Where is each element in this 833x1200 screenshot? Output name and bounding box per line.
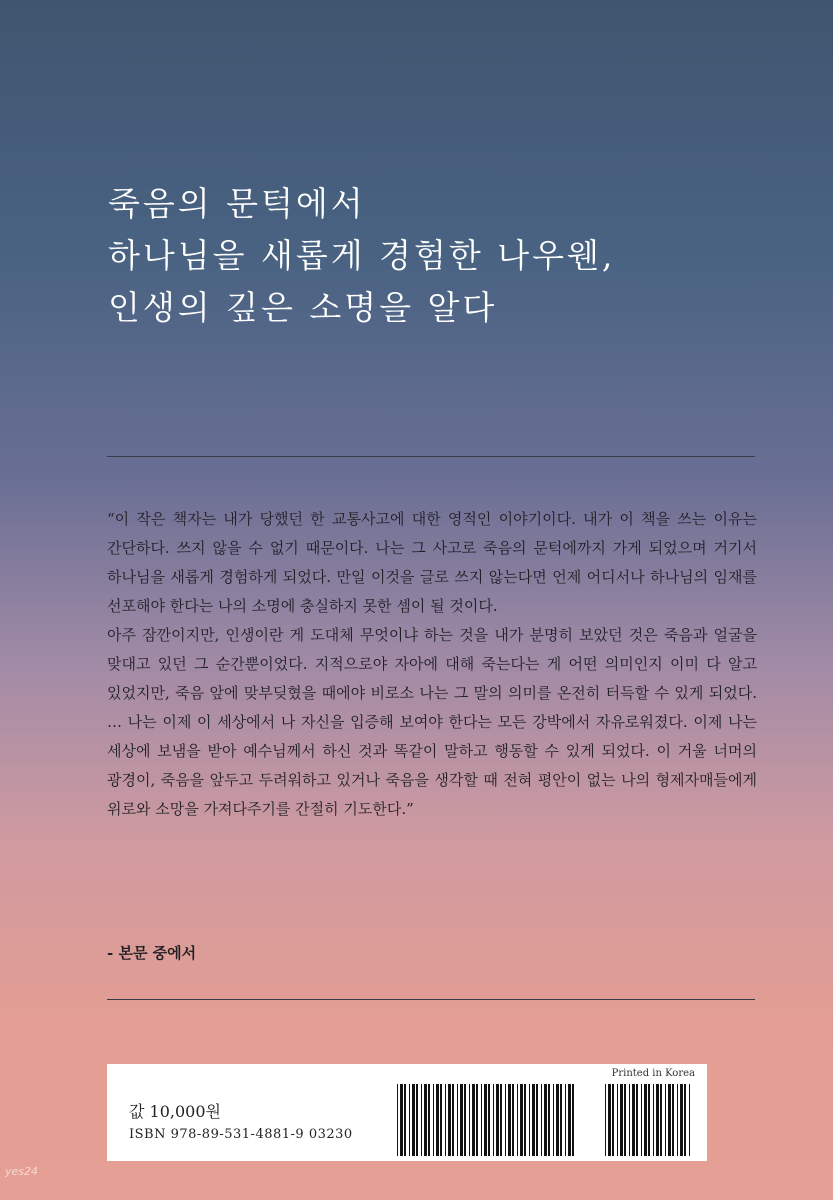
quote-paragraph-2: 아주 잠깐이지만, 인생이란 게 도대체 무엇이냐 하는 것을 내가 분명히 보았던 것은 죽음과 얼굴을 맞대고 있던 그 순간뿐이었다. 지적으로야 자아에 대해 죽는다는 게 어떤 의미인지 이미 다 알고 있었지만, 죽음 앞에 맞부딪혔을 때에야 비로소 나는 그 말의 의미를 온전히 터득할 수 있게 되었다. … 나는 이제 이 세상에서 나 자신을 입증해 보여야 한다는 모든 강박에서 자유로워졌다. 이제 나는 세상에 보냄을 받아 예수님께서 하신 것과 똑같이 말하고 행동할 수 있게 되었다. 이 거울 너머의 광경이, 죽음을 앞두고 두려워하고 있거나 죽음을 생각할 때 전혀 평안이 없는 나의 형제자매들에게 위로와 소망을 가져다주기를 간절히 기도한다.” [107,626,757,818]
headline-line-3: 인생의 깊은 소명을 알다 [108,288,498,327]
barcode-panel [107,1064,707,1161]
isbn-label: ISBN 978-89-531-4881-9 03230 [129,1127,353,1142]
bottom-divider [107,999,755,1000]
quote-source: - 본문 중에서 [107,944,197,962]
top-divider [107,456,755,457]
printed-in-label: Printed in Korea [611,1068,695,1079]
isbn-barcode-icon [397,1084,577,1156]
headline-line-2: 하나님을 새롭게 경험한 나우웬, [108,236,616,275]
price-label: 값 10,000원 [129,1102,221,1121]
quote-paragraph-1: “이 작은 책자는 내가 당했던 한 교통사고에 대한 영적인 이야기이다. 내가 이 책을 쓰는 이유는 간단하다. 쓰지 않을 수 없기 때문이다. 나는 그 사고로 죽음의 문턱에까지 가게 되었으며 거기서 하나님을 새롭게 경험하게 되었다. 만일 이것을 글로 쓰지 않는다면 언제 어디서나 하나님의 임재를 선포해야 한다는 나의 소명에 충실하지 못한 셈이 될 것이다. [107,510,757,615]
headline [108,178,615,334]
addon-barcode-icon [605,1084,695,1156]
quote-block [107,505,757,824]
watermark-logo: yes24 [5,1165,39,1178]
headline-line-1: 죽음의 문턱에서 [108,184,366,223]
